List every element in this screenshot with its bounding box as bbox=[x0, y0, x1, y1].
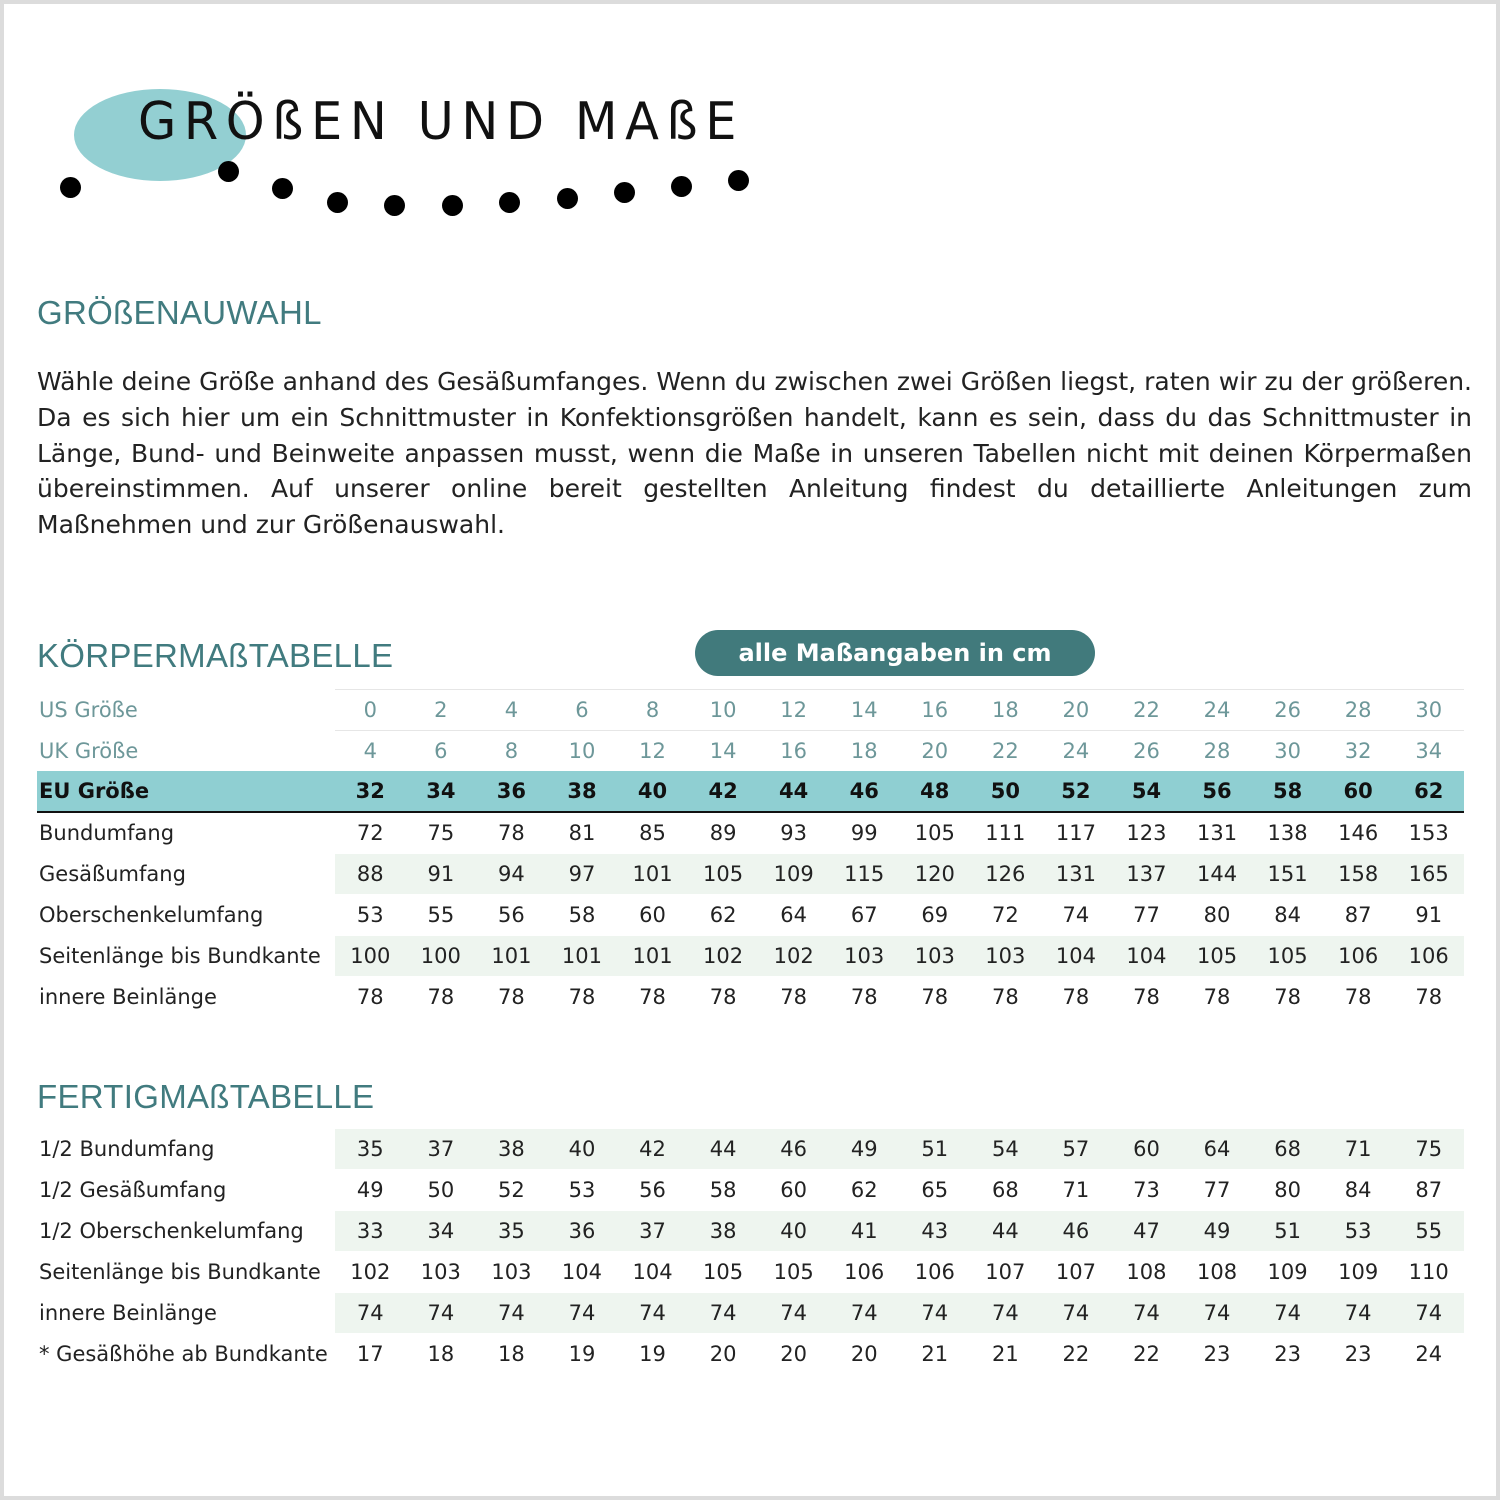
table-cell: 108 bbox=[1182, 1252, 1253, 1293]
table-cell: 40 bbox=[617, 771, 688, 812]
table-cell: 54 bbox=[1111, 771, 1182, 812]
table-cell: 20 bbox=[1041, 690, 1112, 731]
table-cell: 103 bbox=[900, 936, 971, 977]
table-cell: 131 bbox=[1041, 854, 1112, 895]
table-cell: 14 bbox=[688, 731, 759, 772]
table-cell: 40 bbox=[547, 1129, 618, 1170]
table-cell: 137 bbox=[1111, 854, 1182, 895]
table-cell: 23 bbox=[1252, 1334, 1323, 1375]
table-cell: 74 bbox=[688, 1293, 759, 1334]
table-cell: 34 bbox=[1393, 731, 1464, 772]
dot bbox=[60, 177, 81, 198]
table-cell: 42 bbox=[617, 1129, 688, 1170]
table-row bbox=[37, 771, 1464, 812]
table-cell: 105 bbox=[1182, 936, 1253, 977]
row-label: 1/2 Oberschenkelumfang bbox=[37, 1211, 335, 1252]
table-cell: 47 bbox=[1111, 1211, 1182, 1252]
finished-measurements-heading: FERTIGMAßTABELLE bbox=[37, 1078, 375, 1115]
table-cell: 151 bbox=[1252, 854, 1323, 895]
table-cell: 53 bbox=[547, 1170, 618, 1211]
table-cell: 104 bbox=[1111, 936, 1182, 977]
table-cell: 2 bbox=[406, 690, 477, 731]
row-label: 1/2 Gesäßumfang bbox=[37, 1170, 335, 1211]
table-cell: 78 bbox=[406, 977, 477, 1018]
table-cell: 58 bbox=[1252, 771, 1323, 812]
table-cell: 48 bbox=[900, 771, 971, 812]
table-cell: 36 bbox=[547, 1211, 618, 1252]
table-cell: 105 bbox=[688, 1252, 759, 1293]
row-label: Bundumfang bbox=[37, 812, 335, 854]
page-title: GRÖßEN UND MAßE bbox=[138, 92, 745, 152]
row-label: Gesäßumfang bbox=[37, 854, 335, 895]
table-cell: 32 bbox=[335, 771, 406, 812]
table-cell: 44 bbox=[970, 1211, 1041, 1252]
table-cell: 44 bbox=[688, 1129, 759, 1170]
table-cell: 55 bbox=[1393, 1211, 1464, 1252]
table-cell: 71 bbox=[1323, 1129, 1394, 1170]
table-cell: 30 bbox=[1252, 731, 1323, 772]
row-label: innere Beinlänge bbox=[37, 977, 335, 1018]
table-cell: 87 bbox=[1323, 895, 1394, 936]
table-cell: 72 bbox=[970, 895, 1041, 936]
row-label: Seitenlänge bis Bundkante bbox=[37, 1252, 335, 1293]
table-cell: 105 bbox=[758, 1252, 829, 1293]
table-cell: 38 bbox=[688, 1211, 759, 1252]
table-cell: 67 bbox=[829, 895, 900, 936]
table-cell: 77 bbox=[1182, 1170, 1253, 1211]
table-cell: 73 bbox=[1111, 1170, 1182, 1211]
table-cell: 91 bbox=[1393, 895, 1464, 936]
table-cell: 91 bbox=[406, 854, 477, 895]
table-cell: 55 bbox=[406, 895, 477, 936]
table-cell: 62 bbox=[829, 1170, 900, 1211]
table-cell: 94 bbox=[476, 854, 547, 895]
table-cell: 68 bbox=[1252, 1129, 1323, 1170]
table-cell: 102 bbox=[335, 1252, 406, 1293]
table-cell: 74 bbox=[1041, 1293, 1112, 1334]
table-cell: 41 bbox=[829, 1211, 900, 1252]
table-cell: 74 bbox=[335, 1293, 406, 1334]
table-cell: 109 bbox=[1252, 1252, 1323, 1293]
dot bbox=[272, 178, 293, 199]
table-cell: 24 bbox=[1041, 731, 1112, 772]
body-measurements-table bbox=[37, 689, 1464, 1018]
page bbox=[4, 4, 1496, 1496]
table-cell: 110 bbox=[1393, 1252, 1464, 1293]
table-cell: 74 bbox=[1323, 1293, 1394, 1334]
table-cell: 20 bbox=[900, 731, 971, 772]
table-cell: 34 bbox=[406, 771, 477, 812]
table-cell: 97 bbox=[547, 854, 618, 895]
table-cell: 52 bbox=[476, 1170, 547, 1211]
table-cell: 32 bbox=[1323, 731, 1394, 772]
table-cell: 78 bbox=[970, 977, 1041, 1018]
table-cell: 14 bbox=[829, 690, 900, 731]
table-cell: 56 bbox=[476, 895, 547, 936]
table-cell: 131 bbox=[1182, 812, 1253, 854]
table-cell: 21 bbox=[970, 1334, 1041, 1375]
table-cell: 103 bbox=[476, 1252, 547, 1293]
table-cell: 85 bbox=[617, 812, 688, 854]
table-cell: 8 bbox=[617, 690, 688, 731]
table-cell: 54 bbox=[970, 1129, 1041, 1170]
table-cell: 23 bbox=[1323, 1334, 1394, 1375]
table-cell: 88 bbox=[335, 854, 406, 895]
table-cell: 153 bbox=[1393, 812, 1464, 854]
table-cell: 26 bbox=[1111, 731, 1182, 772]
table-cell: 4 bbox=[335, 731, 406, 772]
table-cell: 22 bbox=[1111, 1334, 1182, 1375]
table-cell: 60 bbox=[1323, 771, 1394, 812]
table-cell: 100 bbox=[406, 936, 477, 977]
table-cell: 56 bbox=[1182, 771, 1253, 812]
table-cell: 38 bbox=[476, 1129, 547, 1170]
table-cell: 35 bbox=[335, 1129, 406, 1170]
table-cell: 49 bbox=[829, 1129, 900, 1170]
table-cell: 74 bbox=[547, 1293, 618, 1334]
table-cell: 101 bbox=[476, 936, 547, 977]
table-cell: 69 bbox=[900, 895, 971, 936]
table-cell: 74 bbox=[970, 1293, 1041, 1334]
table-cell: 107 bbox=[970, 1252, 1041, 1293]
table-cell: 10 bbox=[547, 731, 618, 772]
table-row bbox=[37, 1334, 1464, 1375]
table-cell: 138 bbox=[1252, 812, 1323, 854]
table-cell: 81 bbox=[547, 812, 618, 854]
body-measurements-heading: KÖRPERMAßTABELLE bbox=[37, 637, 394, 674]
row-label: * Gesäßhöhe ab Bundkante bbox=[37, 1334, 335, 1375]
table-cell: 74 bbox=[1111, 1293, 1182, 1334]
table-cell: 146 bbox=[1323, 812, 1394, 854]
table-cell: 74 bbox=[1252, 1293, 1323, 1334]
table-cell: 18 bbox=[829, 731, 900, 772]
table-cell: 40 bbox=[758, 1211, 829, 1252]
table-cell: 89 bbox=[688, 812, 759, 854]
table-cell: 60 bbox=[617, 895, 688, 936]
table-cell: 60 bbox=[758, 1170, 829, 1211]
table-cell: 64 bbox=[758, 895, 829, 936]
dot bbox=[499, 192, 520, 213]
table-cell: 99 bbox=[829, 812, 900, 854]
table-cell: 144 bbox=[1182, 854, 1253, 895]
table-cell: 78 bbox=[617, 977, 688, 1018]
table-cell: 101 bbox=[617, 936, 688, 977]
table-cell: 51 bbox=[900, 1129, 971, 1170]
table-cell: 16 bbox=[900, 690, 971, 731]
row-label: Seitenlänge bis Bundkante bbox=[37, 936, 335, 977]
table-cell: 107 bbox=[1041, 1252, 1112, 1293]
table-row bbox=[37, 731, 1464, 772]
table-cell: 126 bbox=[970, 854, 1041, 895]
table-cell: 28 bbox=[1182, 731, 1253, 772]
table-cell: 77 bbox=[1111, 895, 1182, 936]
table-cell: 106 bbox=[829, 1252, 900, 1293]
table-cell: 78 bbox=[335, 977, 406, 1018]
table-cell: 50 bbox=[970, 771, 1041, 812]
table-cell: 104 bbox=[617, 1252, 688, 1293]
table-cell: 100 bbox=[335, 936, 406, 977]
table-cell: 165 bbox=[1393, 854, 1464, 895]
table-cell: 74 bbox=[1041, 895, 1112, 936]
unit-badge: alle Maßangaben in cm bbox=[695, 630, 1095, 676]
table-cell: 78 bbox=[547, 977, 618, 1018]
table-cell: 0 bbox=[335, 690, 406, 731]
table-cell: 78 bbox=[829, 977, 900, 1018]
table-cell: 46 bbox=[1041, 1211, 1112, 1252]
table-cell: 43 bbox=[900, 1211, 971, 1252]
table-cell: 46 bbox=[829, 771, 900, 812]
table-cell: 101 bbox=[617, 854, 688, 895]
table-row bbox=[37, 1211, 1464, 1252]
table-cell: 50 bbox=[406, 1170, 477, 1211]
table-cell: 36 bbox=[476, 771, 547, 812]
table-row bbox=[37, 936, 1464, 977]
table-cell: 37 bbox=[406, 1129, 477, 1170]
table-row bbox=[37, 812, 1464, 854]
table-cell: 18 bbox=[970, 690, 1041, 731]
dot bbox=[384, 195, 405, 216]
table-cell: 30 bbox=[1393, 690, 1464, 731]
row-label: EU Größe bbox=[37, 771, 335, 812]
table-cell: 75 bbox=[406, 812, 477, 854]
table-cell: 22 bbox=[970, 731, 1041, 772]
table-cell: 51 bbox=[1252, 1211, 1323, 1252]
table-cell: 33 bbox=[335, 1211, 406, 1252]
table-cell: 102 bbox=[688, 936, 759, 977]
dot bbox=[728, 170, 749, 191]
table-cell: 78 bbox=[758, 977, 829, 1018]
table-cell: 93 bbox=[758, 812, 829, 854]
dot bbox=[218, 161, 239, 182]
table-cell: 78 bbox=[1323, 977, 1394, 1018]
table-cell: 75 bbox=[1393, 1129, 1464, 1170]
table-cell: 103 bbox=[406, 1252, 477, 1293]
table-cell: 49 bbox=[335, 1170, 406, 1211]
table-cell: 68 bbox=[970, 1170, 1041, 1211]
table-cell: 56 bbox=[617, 1170, 688, 1211]
table-cell: 49 bbox=[1182, 1211, 1253, 1252]
table-cell: 106 bbox=[900, 1252, 971, 1293]
table-cell: 21 bbox=[900, 1334, 971, 1375]
table-cell: 16 bbox=[758, 731, 829, 772]
table-cell: 105 bbox=[1252, 936, 1323, 977]
table-cell: 117 bbox=[1041, 812, 1112, 854]
table-cell: 74 bbox=[1182, 1293, 1253, 1334]
table-cell: 74 bbox=[406, 1293, 477, 1334]
table-cell: 104 bbox=[547, 1252, 618, 1293]
table-cell: 6 bbox=[547, 690, 618, 731]
table-cell: 80 bbox=[1182, 895, 1253, 936]
table-cell: 108 bbox=[1111, 1252, 1182, 1293]
table-cell: 109 bbox=[758, 854, 829, 895]
table-cell: 28 bbox=[1323, 690, 1394, 731]
table-cell: 24 bbox=[1182, 690, 1253, 731]
table-cell: 78 bbox=[1041, 977, 1112, 1018]
finished-measurements-table bbox=[37, 1129, 1464, 1375]
table-cell: 106 bbox=[1393, 936, 1464, 977]
table-cell: 65 bbox=[900, 1170, 971, 1211]
table-row bbox=[37, 1293, 1464, 1334]
table-cell: 120 bbox=[900, 854, 971, 895]
table-cell: 62 bbox=[688, 895, 759, 936]
table-cell: 42 bbox=[688, 771, 759, 812]
table-cell: 53 bbox=[1323, 1211, 1394, 1252]
table-cell: 20 bbox=[758, 1334, 829, 1375]
table-cell: 111 bbox=[970, 812, 1041, 854]
table-cell: 103 bbox=[829, 936, 900, 977]
table-row bbox=[37, 977, 1464, 1018]
table-cell: 103 bbox=[970, 936, 1041, 977]
table-row bbox=[37, 1170, 1464, 1211]
table-cell: 46 bbox=[758, 1129, 829, 1170]
table-cell: 78 bbox=[476, 977, 547, 1018]
table-cell: 102 bbox=[758, 936, 829, 977]
table-cell: 87 bbox=[1393, 1170, 1464, 1211]
table-cell: 18 bbox=[476, 1334, 547, 1375]
table-cell: 58 bbox=[547, 895, 618, 936]
table-cell: 109 bbox=[1323, 1252, 1394, 1293]
table-cell: 74 bbox=[617, 1293, 688, 1334]
table-cell: 80 bbox=[1252, 1170, 1323, 1211]
table-cell: 20 bbox=[829, 1334, 900, 1375]
table-cell: 58 bbox=[688, 1170, 759, 1211]
table-cell: 12 bbox=[617, 731, 688, 772]
table-cell: 64 bbox=[1182, 1129, 1253, 1170]
table-cell: 26 bbox=[1252, 690, 1323, 731]
row-label: Oberschenkelumfang bbox=[37, 895, 335, 936]
table-cell: 74 bbox=[476, 1293, 547, 1334]
table-cell: 105 bbox=[688, 854, 759, 895]
table-row bbox=[37, 854, 1464, 895]
row-label: innere Beinlänge bbox=[37, 1293, 335, 1334]
table-cell: 101 bbox=[547, 936, 618, 977]
table-cell: 84 bbox=[1323, 1170, 1394, 1211]
row-label: 1/2 Bundumfang bbox=[37, 1129, 335, 1170]
table-cell: 4 bbox=[476, 690, 547, 731]
table-cell: 52 bbox=[1041, 771, 1112, 812]
table-cell: 53 bbox=[335, 895, 406, 936]
table-cell: 72 bbox=[335, 812, 406, 854]
table-cell: 34 bbox=[406, 1211, 477, 1252]
table-cell: 60 bbox=[1111, 1129, 1182, 1170]
dot bbox=[327, 192, 348, 213]
table-cell: 106 bbox=[1323, 936, 1394, 977]
dot bbox=[671, 176, 692, 197]
size-selection-heading: GRÖßENAUWAHL bbox=[37, 294, 322, 331]
row-label: US Größe bbox=[39, 698, 138, 722]
table-row bbox=[37, 1252, 1464, 1293]
table-cell: 123 bbox=[1111, 812, 1182, 854]
dot bbox=[557, 188, 578, 209]
table-row bbox=[37, 690, 1464, 731]
table-cell: 19 bbox=[617, 1334, 688, 1375]
table-cell: 44 bbox=[758, 771, 829, 812]
table-cell: 37 bbox=[617, 1211, 688, 1252]
table-cell: 10 bbox=[688, 690, 759, 731]
table-cell: 105 bbox=[900, 812, 971, 854]
table-cell: 24 bbox=[1393, 1334, 1464, 1375]
table-cell: 104 bbox=[1041, 936, 1112, 977]
title-block bbox=[4, 4, 804, 244]
dot bbox=[442, 195, 463, 216]
table-cell: 12 bbox=[758, 690, 829, 731]
table-cell: 19 bbox=[547, 1334, 618, 1375]
table-cell: 74 bbox=[1393, 1293, 1464, 1334]
table-cell: 23 bbox=[1182, 1334, 1253, 1375]
size-selection-text: Wähle deine Größe anhand des Gesäßumfanges. Wenn du zwischen zwei Größen liegst, raten wir zu der größeren. Da es sich hier um ein Schnittmuster in Konfektionsgrößen handelt, kann es sein, dass du das Schnittmuster in Länge, Bund- und Beinweite anpassen musst, wenn die Maße in unseren Tabellen nicht mit deinen Körpermaßen übereinstimmen. Auf unserer online bereit gestellten Anleitung findest du detaillierte Anleitungen zum Maßnehmen und zur Größenauswahl. bbox=[37, 367, 1472, 540]
table-cell: 74 bbox=[758, 1293, 829, 1334]
table-cell: 22 bbox=[1111, 690, 1182, 731]
table-cell: 71 bbox=[1041, 1170, 1112, 1211]
table-cell: 158 bbox=[1323, 854, 1394, 895]
dot bbox=[614, 182, 635, 203]
table-row bbox=[37, 1129, 1464, 1170]
table-cell: 84 bbox=[1252, 895, 1323, 936]
table-cell: 35 bbox=[476, 1211, 547, 1252]
table-cell: 62 bbox=[1393, 771, 1464, 812]
table-cell: 78 bbox=[1182, 977, 1253, 1018]
table-cell: 74 bbox=[900, 1293, 971, 1334]
table-cell: 57 bbox=[1041, 1129, 1112, 1170]
table-cell: 78 bbox=[900, 977, 971, 1018]
table-cell: 17 bbox=[335, 1334, 406, 1375]
table-cell: 78 bbox=[476, 812, 547, 854]
table-cell: 38 bbox=[547, 771, 618, 812]
table-cell: 6 bbox=[406, 731, 477, 772]
table-cell: 115 bbox=[829, 854, 900, 895]
table-row bbox=[37, 895, 1464, 936]
table-cell: 78 bbox=[1252, 977, 1323, 1018]
table-cell: 78 bbox=[688, 977, 759, 1018]
table-cell: 74 bbox=[829, 1293, 900, 1334]
table-cell: 22 bbox=[1041, 1334, 1112, 1375]
table-cell: 78 bbox=[1393, 977, 1464, 1018]
row-label: UK Größe bbox=[39, 738, 139, 763]
table-cell: 20 bbox=[688, 1334, 759, 1375]
table-cell: 8 bbox=[476, 731, 547, 772]
table-cell: 78 bbox=[1111, 977, 1182, 1018]
table-cell: 18 bbox=[406, 1334, 477, 1375]
